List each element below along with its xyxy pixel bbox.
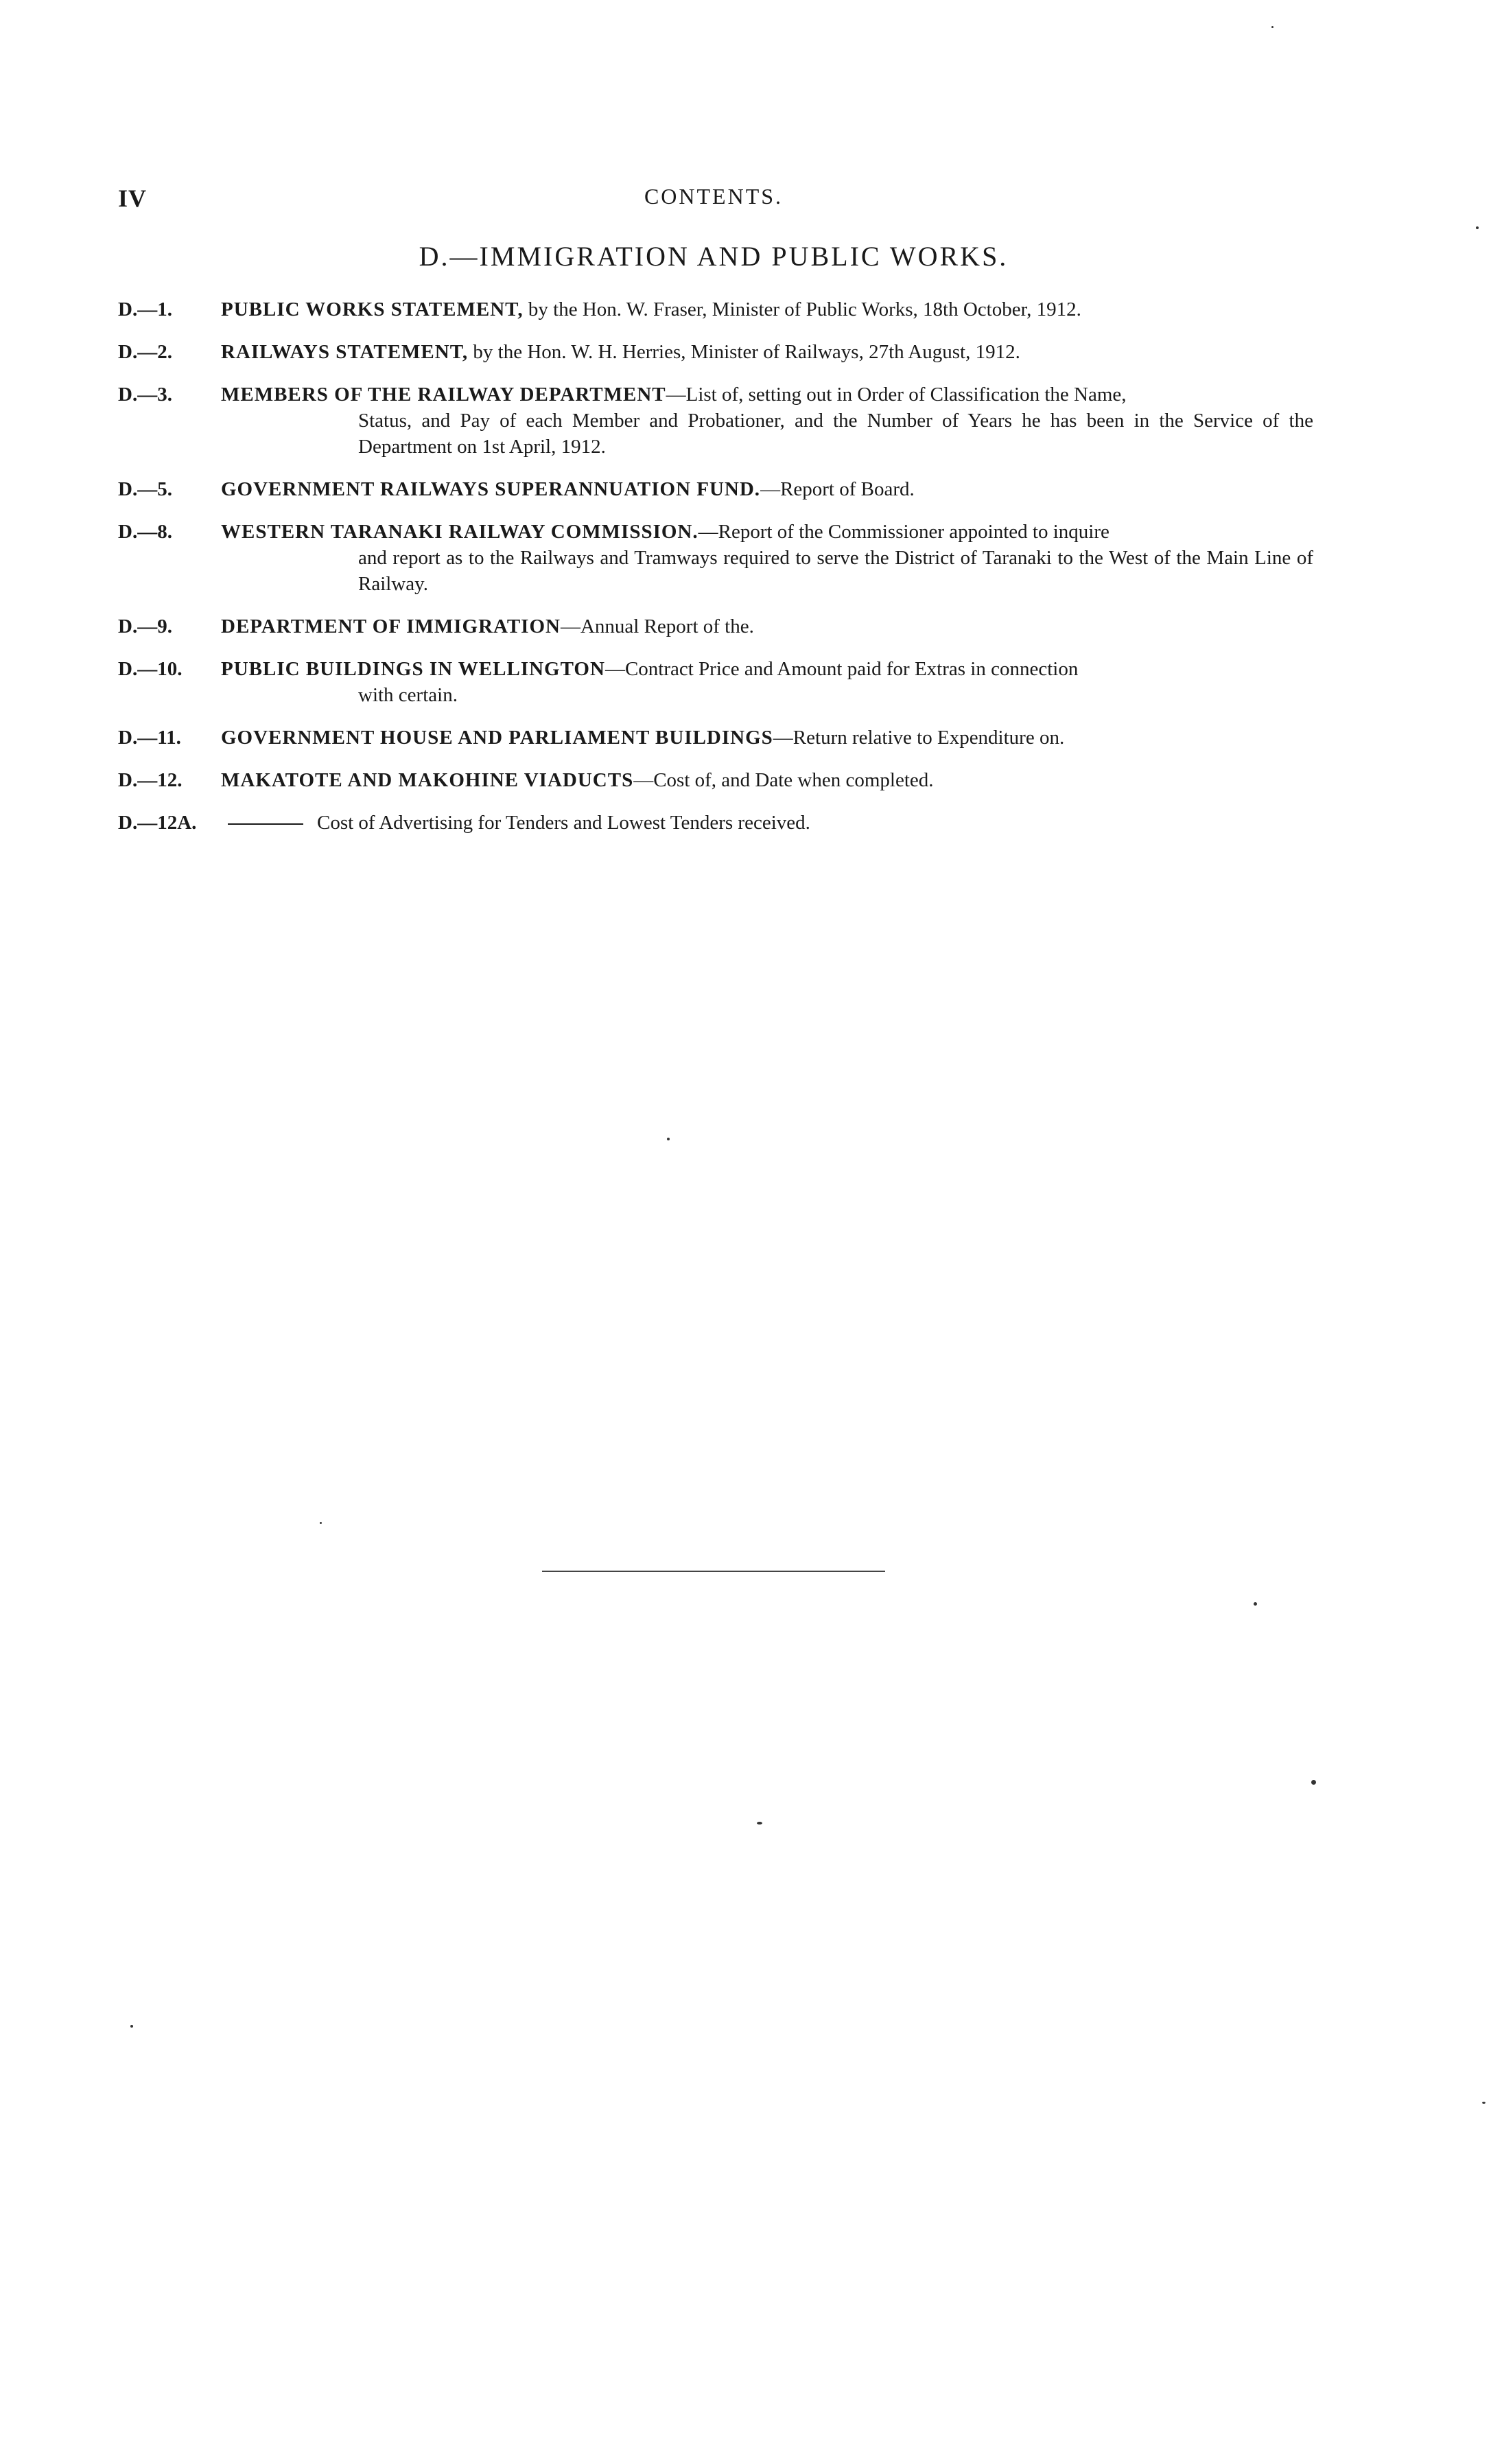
entry-description: —Return relative to Expenditure on. (773, 727, 1065, 749)
entry-continuation: and report as to the Railways and Tramways required to serve the District of Taranaki to the West of the Main Line of Railway. (358, 547, 1313, 595)
contents-entry-d12 (118, 767, 1313, 793)
scan-speck (757, 1822, 762, 1824)
entry-reference: D.—5. (118, 478, 172, 500)
entry-heading: MAKATOTE AND MAKOHINE VIADUCTS (221, 769, 634, 791)
entry-reference: D.—2. (118, 341, 172, 363)
scan-speck (1476, 226, 1479, 229)
contents-entry-d8 (118, 519, 1313, 597)
running-head: CONTENTS. (644, 184, 784, 209)
contents-entry-d9 (118, 613, 1313, 640)
entry-description: —Report of the Commissioner appointed to inquire (698, 521, 1110, 543)
entry-description: —List of, setting out in Order of Classification the Name, (666, 384, 1127, 406)
entry-reference: D.—1. (118, 298, 172, 320)
entry-heading: WESTERN TARANAKI RAILWAY COMMISSION. (221, 521, 698, 543)
entry-heading: GOVERNMENT HOUSE AND PARLIAMENT BUILDINGS (221, 727, 773, 749)
entry-heading: PUBLIC WORKS STATEMENT, (221, 298, 524, 320)
section-title: D.—IMMIGRATION AND PUBLIC WORKS. (419, 241, 1009, 272)
entry-description: by the Hon. W. H. Herries, Minister of Railways, 27th August, 1912. (468, 341, 1020, 363)
entry-description: by the Hon. W. Fraser, Minister of Public Works, 18th October, 1912. (523, 298, 1081, 320)
entry-continuation: with certain. (358, 684, 458, 706)
page-number: IV (118, 185, 148, 212)
contents-entry-d11 (118, 725, 1313, 751)
entry-reference: D.—12. (118, 769, 183, 791)
entry-description: —Report of Board. (760, 478, 915, 500)
entry-heading: RAILWAYS STATEMENT, (221, 341, 469, 363)
entry-description: —Annual Report of the. (560, 615, 754, 637)
scan-speck (1254, 1602, 1257, 1606)
contents-entry-d12a (118, 810, 1313, 836)
contents-entry-d5 (118, 476, 1313, 502)
entry-reference: D.—8. (118, 521, 172, 543)
entry-reference: D.—11. (118, 727, 181, 749)
entry-description: Cost of Advertising for Tenders and Lowest Tenders received. (317, 812, 810, 834)
entry-continuation: Status, and Pay of each Member and Probationer, and the Number of Years he has been in the Service of the Department on 1st April, 1912. (358, 410, 1313, 458)
entry-description: —Cost of, and Date when completed. (633, 769, 934, 791)
entry-reference: D.—12A. (118, 812, 197, 834)
contents-entry-d3 (118, 382, 1313, 460)
contents-entry-d1 (118, 296, 1313, 322)
entry-reference: D.—3. (118, 384, 172, 406)
closing-rule (542, 1571, 885, 1572)
scan-speck (667, 1138, 670, 1140)
entry-heading: GOVERNMENT RAILWAYS SUPERANNUATION FUND. (221, 478, 761, 500)
entry-heading: DEPARTMENT OF IMMIGRATION (221, 615, 561, 637)
contents-entry-d10 (118, 656, 1313, 708)
scan-speck (1271, 26, 1273, 28)
scan-speck (130, 2025, 133, 2028)
scan-speck (1311, 1780, 1316, 1785)
entry-reference: D.—10. (118, 658, 183, 680)
entry-description: —Contract Price and Amount paid for Extras in connection (604, 658, 1079, 680)
contents-entry-d2 (118, 339, 1313, 365)
entry-reference: D.—9. (118, 615, 172, 637)
scan-speck (1482, 2102, 1486, 2104)
ditto-dash (228, 823, 303, 825)
contents-list (118, 296, 1313, 852)
entry-heading: MEMBERS OF THE RAILWAY DEPARTMENT (221, 384, 666, 406)
scan-speck (320, 1522, 322, 1524)
entry-heading: PUBLIC BUILDINGS IN WELLINGTON (221, 658, 605, 680)
